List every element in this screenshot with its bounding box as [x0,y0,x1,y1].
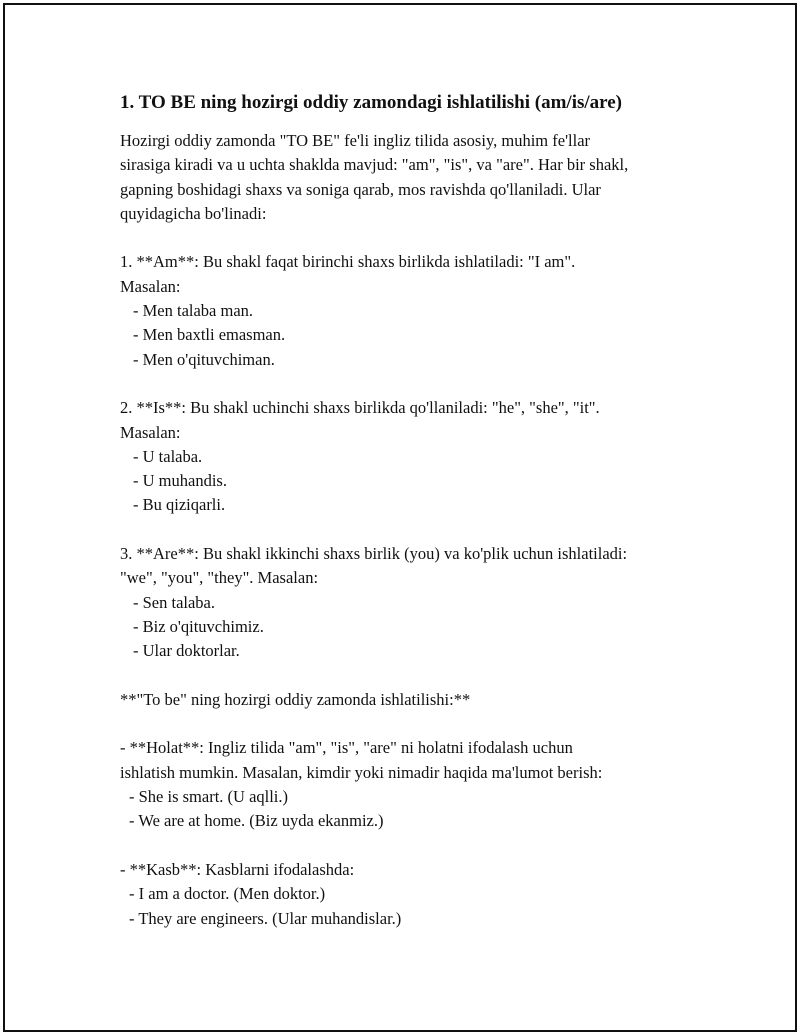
text-line: quyidagicha bo'linadi: [120,203,267,223]
text-line: - They are engineers. (Ular muhandislar.) [129,908,402,928]
text-line: Masalan: [120,422,181,442]
text-line: - **Kasb**: Kasblarni ifodalashda: [120,859,355,879]
text-line: Hozirgi oddiy zamonda "TO BE" fe'li ingliz tilida asosiy, muhim fe'llar [120,131,591,150]
document-body [120,91,710,931]
blank-line [120,664,710,688]
text-line: 1. **Am**: Bu shakl faqat birinchi shaxs birlikda ishlatiladi: "I am". [120,252,576,272]
blank-line [120,712,710,736]
blank-line [120,372,710,396]
blank-line [120,518,710,542]
text-line: 2. **Is**: Bu shakl uchinchi shaxs birlikda qo'llaniladi: "he", "she", "it". [120,398,600,418]
text-line: - Men o'qituvchiman. [133,349,275,369]
text-line: - Bu qiziqarli. [133,495,226,515]
document-heading: 1. TO BE ning hozirgi oddiy zamondagi ishlatilishi (am/is/are) [120,92,623,113]
text-line: - I am a doctor. (Men doktor.) [129,884,326,904]
text-line: - U talaba. [133,446,203,466]
text-line: - Biz o'qituvchimiz. [133,616,264,636]
text-line: - Men talaba man. [133,301,254,321]
text-line: sirasiga kiradi va u uchta shaklda mavjud: "am", "is", va "are". Har bir shakl, [120,155,629,175]
blank-line [120,226,710,250]
text-line: - Ular doktorlar. [133,641,240,661]
text-line: **"To be" ning hozirgi oddiy zamonda ishlatilishi:** [120,689,471,709]
text-line: - **Holat**: Ingliz tilida "am", "is", "are" ni holatni ifodalash uchun [120,738,573,758]
paragraph-lines [120,129,710,931]
text-line: - Men baxtli emasman. [133,325,286,345]
text-line: gapning boshidagi shaxs va soniga qarab, mos ravishda qo'llaniladi. Ular [120,179,601,199]
text-line: - U muhandis. [133,471,227,491]
text-line: ishlatish mumkin. Masalan, kimdir yoki nimadir haqida ma'lumot berish: [120,762,603,782]
text-line: - She is smart. (U aqlli.) [129,787,289,807]
blank-line [120,834,710,858]
text-line: - We are at home. (Biz uyda ekanmiz.) [129,811,384,831]
document-page [3,3,797,1032]
text-line: Masalan: [120,276,181,296]
text-line: 3. **Are**: Bu shakl ikkinchi shaxs birlik (you) va ko'plik uchun ishlatiladi: [120,544,628,564]
text-line: "we", "you", "they". Masalan: [120,568,319,588]
text-line: - Sen talaba. [133,592,216,612]
